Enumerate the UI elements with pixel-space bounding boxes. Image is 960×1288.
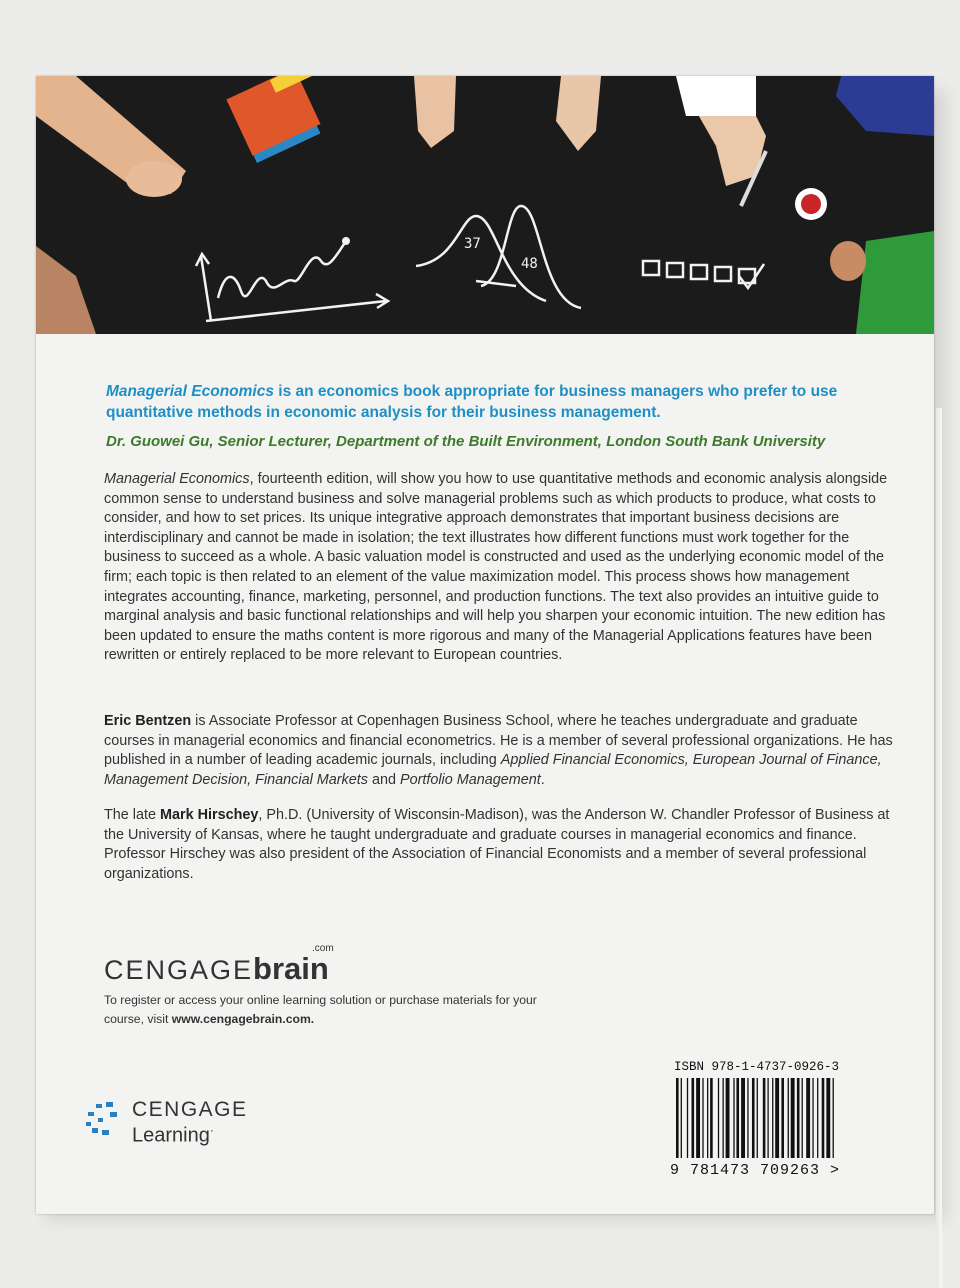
book-back-cover	[36, 76, 934, 1214]
author-bio-text: is Associate Professor at Copenhagen Business School, where he teaches undergraduate and graduate courses in managerial economics and financial econometrics. He is a member of several professional organizations. He has published in a number of leading academic journals, including	[104, 713, 893, 769]
author-bio-text: , Ph.D. (University of Wisconsin-Madison), was the Anderson W. Chandler Professor of Business at the University of Kansas, where he taught undergraduate and graduate courses in managerial economics and finance. Professor Hirschey was also president of the Association of Financial Economists and a member of several professional organizations.	[104, 807, 890, 882]
journal-list: Applied Financial Economics, European Journal of Finance, Management Decision, Financial Markets	[104, 752, 882, 788]
cengagebrain-logo	[104, 943, 334, 987]
author-name-hirschey: Mark Hirschey	[160, 807, 259, 823]
book-description	[104, 470, 894, 666]
url-end: .	[310, 1012, 315, 1026]
logo-com: .com	[312, 943, 334, 954]
author-name-bentzen: Eric Bentzen	[104, 713, 192, 729]
author-prefix: The late	[104, 807, 160, 823]
quote-text: is an economics book appropriate for business managers who prefer to use quantitative methods in economic analysis for their business management.	[106, 383, 838, 421]
barcode-digits: 9 781473 709263 >	[670, 1162, 841, 1179]
cengagebrain-url: www.cengagebrain.com	[171, 1012, 311, 1026]
barcode-icon	[672, 1078, 870, 1162]
logo-brain: brain	[253, 951, 329, 986]
bio-end: .	[540, 771, 545, 788]
green-sleeve	[856, 231, 934, 334]
cengage-mark-icon	[84, 1100, 128, 1144]
chalkboard-illustration	[36, 76, 934, 334]
register-text: To register or access your online learning solution or purchase materials for your course, visit	[104, 993, 537, 1026]
quote-book-title: Managerial Economics	[106, 383, 274, 400]
description-book-title: Managerial Economics	[104, 471, 250, 487]
isbn-label: ISBN 978-1-4737-0926-3	[674, 1060, 840, 1074]
author-bio-hirschey	[104, 806, 894, 884]
cengage-learning-logo	[84, 1096, 264, 1152]
curve-label-37: 37	[464, 236, 481, 252]
learning-mark: ·	[209, 1123, 214, 1137]
logo-cengage: CENGAGE	[104, 955, 254, 985]
learning-text	[132, 1123, 214, 1148]
journal-last: Portfolio Management	[399, 771, 541, 788]
quote-attribution: Dr. Guowei Gu, Senior Lecturer, Department of the Built Environment, London South Bank University	[106, 433, 826, 450]
cengage-text: CENGAGE	[132, 1098, 248, 1121]
author-bio-bentzen	[104, 712, 894, 790]
journal-conjunction: and	[367, 771, 400, 788]
chalkboard-photo	[36, 76, 934, 334]
review-quote	[106, 381, 896, 423]
description-text: , fourteenth edition, will show you how to use quantitative methods and economic analysis alongside common sense to understand business and solve managerial problems such as which products to produce, what costs to consider, and how to set prices. Its unique integrative approach demonstrates that important business decisions are interdisciplinary and cannot be made in isolation; the text illustrates how different functions must work together for the business to succeed as a whole. A basic valuation model is constructed and used as the underlying economic model of the firm; each topic is then related to an element of the value maximization model. This process shows how management integrates accounting, finance, marketing, personnel, and production functions. The text also provides an intuitive guide to marginal analysis and basic functional relationships and will help you sharpen your economic intuition. The new edition has been updated to ensure the maths content is more rigorous and many of the Managerial Applications features have been rewritten or entirely replaced to be more relevant to European countries.	[104, 471, 888, 664]
register-instructions	[104, 991, 564, 1029]
learning-word: Learning	[132, 1124, 210, 1147]
curve-label-48: 48	[521, 256, 538, 272]
spine-edge	[936, 408, 942, 1288]
